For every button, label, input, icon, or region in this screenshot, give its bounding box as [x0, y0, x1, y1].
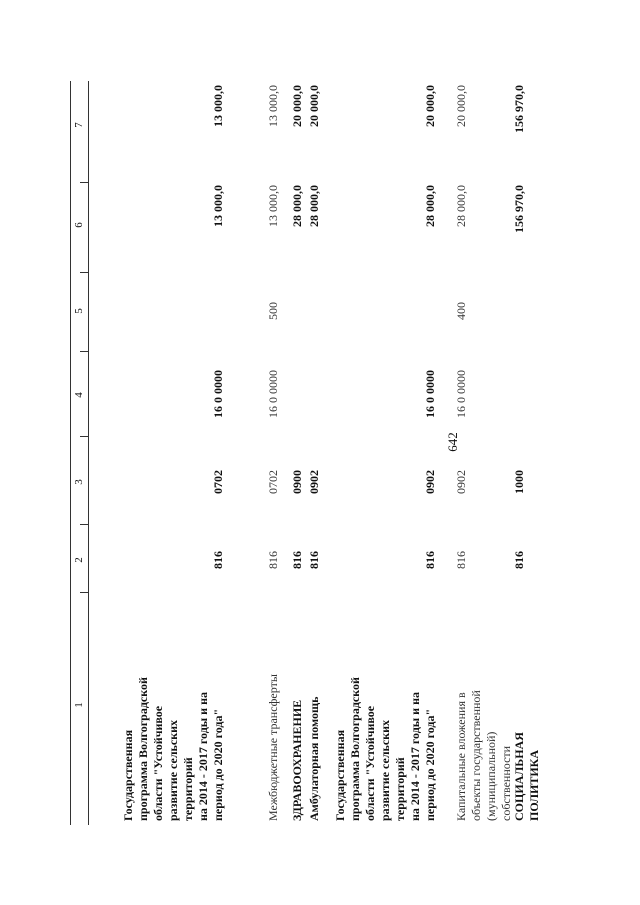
cell-value-6: 28 000,0 [423, 185, 437, 227]
row-name [333, 661, 438, 821]
cell-code-4: 16 0 0000 [454, 370, 468, 418]
header-col-separator [80, 272, 89, 273]
row-name [512, 661, 542, 821]
header-col-separator [80, 351, 89, 352]
row-name-line: на 2014 - 2017 годы и на [408, 692, 422, 821]
row-name-line: области "Устойчивое [363, 705, 377, 821]
row-name-line: Капитальные вложения в [454, 692, 468, 821]
cell-code-3: 0702 [266, 470, 280, 494]
cell-code-2: 816 [266, 551, 280, 569]
row-name-line: территорий [393, 757, 407, 821]
row-name-line: развитие сельских [166, 719, 180, 821]
row-name-line: развитие сельских [378, 719, 392, 821]
row-name [307, 661, 322, 821]
header-col-separator [80, 436, 89, 437]
row-name-line: собственности [499, 745, 513, 821]
cell-value-6: 28 000,0 [454, 185, 468, 227]
row-name [266, 661, 281, 821]
row-name-line: (муниципальной) [484, 731, 498, 821]
cell-code-4: 16 0 0000 [423, 370, 437, 418]
cell-code-3: 0902 [423, 470, 437, 494]
cell-value-7: 13 000,0 [211, 85, 225, 127]
row-name [290, 661, 305, 821]
row-name-line: объекты государственной [469, 690, 483, 821]
cell-code-3: 1000 [512, 470, 526, 494]
cell-code-5: 400 [454, 302, 468, 320]
cell-code-2: 816 [307, 551, 321, 569]
cell-code-2: 816 [512, 551, 526, 569]
cell-code-3: 0902 [307, 470, 321, 494]
row-name [454, 661, 514, 821]
column-number-5: 5 [73, 308, 85, 314]
column-number-3: 3 [73, 479, 85, 485]
cell-value-6: 13 000,0 [211, 185, 225, 227]
cell-code-3: 0900 [290, 470, 304, 494]
row-name [121, 661, 226, 821]
row-name-line: СОЦИАЛЬНАЯ ПОЛИТИКА [512, 732, 541, 821]
cell-value-7: 20 000,0 [290, 85, 304, 127]
cell-code-2: 816 [454, 551, 468, 569]
cell-code-2: 816 [211, 551, 225, 569]
cell-value-7: 20 000,0 [423, 85, 437, 127]
row-name-line: программа Волгоградской [348, 677, 362, 821]
row-name-line: Государственная [333, 729, 347, 821]
row-name-line: ЗДРАВООХРАНЕНИЕ [290, 699, 304, 821]
row-name-line: территорий [181, 757, 195, 821]
row-name-line: период до 2020 года" [423, 708, 437, 821]
cell-code-2: 816 [423, 551, 437, 569]
page-number: 642 [445, 432, 460, 452]
row-name-line: области "Устойчивое [151, 705, 165, 821]
row-name-line: Амбулаторная помощь [307, 696, 321, 821]
column-number-2: 2 [73, 557, 85, 563]
cell-value-6: 156 970,0 [512, 185, 526, 233]
cell-value-7: 156 970,0 [512, 85, 526, 133]
cell-value-7: 13 000,0 [266, 85, 280, 127]
column-number-4: 4 [73, 392, 85, 398]
cell-value-6: 28 000,0 [290, 185, 304, 227]
row-name-line: программа Волгоградской [136, 677, 150, 821]
column-number-7: 7 [73, 122, 85, 128]
header-col-separator [80, 524, 89, 525]
column-number-1: 1 [73, 702, 85, 708]
cell-code-3: 0902 [454, 470, 468, 494]
cell-code-5: 500 [266, 302, 280, 320]
cell-value-7: 20 000,0 [454, 85, 468, 127]
cell-code-4: 16 0 0000 [211, 370, 225, 418]
header-col-separator [80, 592, 89, 593]
cell-code-3: 0702 [211, 470, 225, 494]
cell-value-7: 20 000,0 [307, 85, 321, 127]
cell-code-2: 816 [290, 551, 304, 569]
header-col-separator [80, 182, 89, 183]
cell-value-6: 13 000,0 [266, 185, 280, 227]
cell-value-6: 28 000,0 [307, 185, 321, 227]
row-name-line: Межбюджетные трансферты [266, 674, 280, 821]
row-name-line: период до 2020 года" [211, 708, 225, 821]
row-name-line: на 2014 - 2017 годы и на [196, 692, 210, 821]
row-name-line: Государственная [121, 729, 135, 821]
table-header-bottom-rule [88, 81, 89, 825]
cell-code-4: 16 0 0000 [266, 370, 280, 418]
column-number-6: 6 [73, 222, 85, 228]
